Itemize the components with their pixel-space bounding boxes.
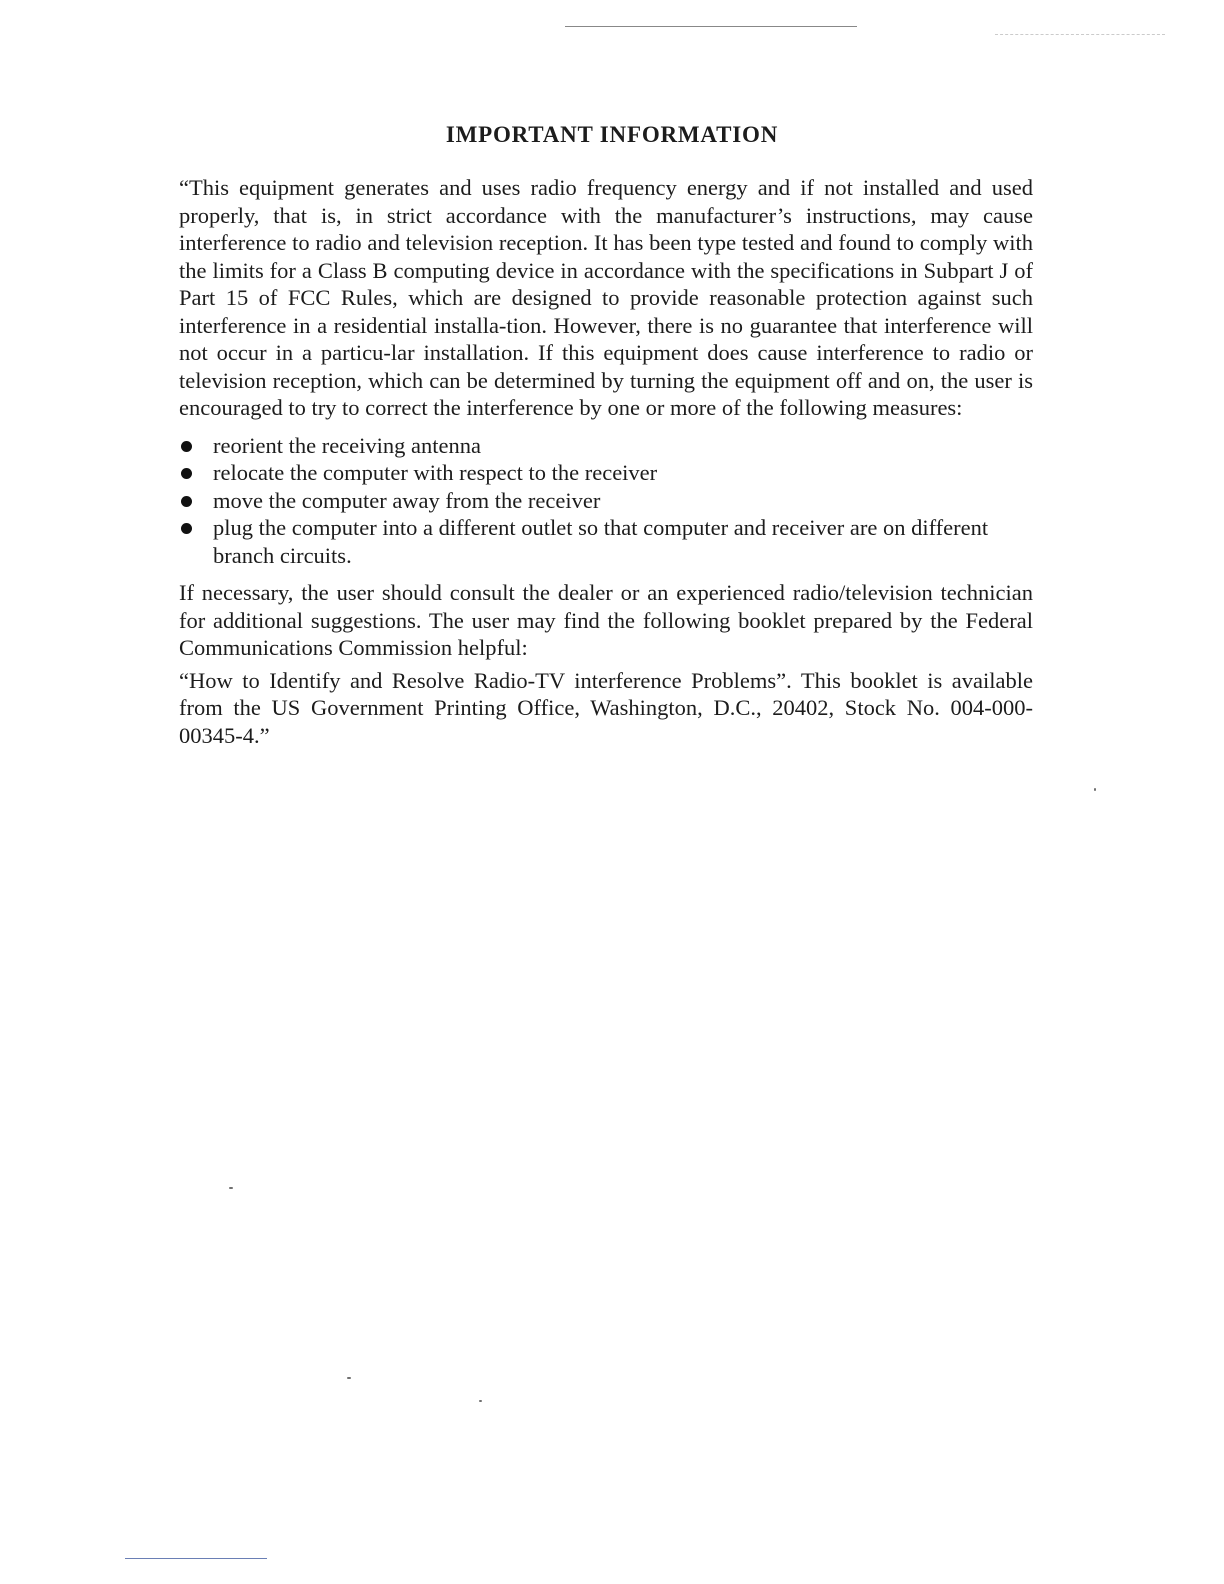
list-item-text: reorient the receiving antenna — [213, 432, 481, 458]
booklet-paragraph: “How to Identify and Resolve Radio-TV interference Problems”. This booklet is available from the US Government Printing Office, Washington, D.C., 20402, Stock No. 004-000-00345-4.” — [179, 667, 1033, 748]
scan-speck — [229, 1187, 233, 1189]
list-item — [179, 487, 1033, 515]
consult-paragraph: If necessary, the user should consult the dealer or an experienced radio/television technician for additional suggestions. The user may find the following booklet prepared by the Federal Communications Commission helpful: — [179, 580, 1033, 660]
measures-list — [179, 432, 1033, 570]
scan-artifact-line-bottom — [125, 1558, 267, 1559]
list-item — [179, 459, 1033, 487]
fcc-notice-paragraph: “This equipment generates and uses radio frequency energy and if not installed and used properly, that is, in strict accordance with the manufacturer’s instructions, may cause interference to radio and television reception. It has been type tested and found to comply with the limits for a Class B computing device in accordance with the specifications in Subpart J of Part 15 of FCC Rules, which are designed to provide reasonable protection against such interference in a residential installa-tion. However, there is no guarantee that interference will not occur in a particu-lar installation. If this equipment does cause interference to radio or television reception, which can be determined by turning the equipment off and on, the user is encouraged to try to correct the interference by one or more of the following measures: — [179, 175, 1033, 420]
bullet-icon — [181, 441, 192, 452]
scan-artifact-line-right — [995, 34, 1165, 35]
scan-speck — [347, 1377, 351, 1379]
bullet-icon — [181, 523, 192, 534]
list-item — [179, 514, 1033, 569]
scan-artifact-line-top — [565, 26, 857, 27]
list-item-text: plug the computer into a different outlet so that computer and receiver are on different branch circuits. — [213, 515, 989, 568]
list-item-text: relocate the computer with respect to the receiver — [213, 460, 658, 485]
list-item-text: move the computer away from the receiver — [213, 487, 601, 513]
bullet-icon — [181, 496, 192, 507]
bullet-icon — [181, 468, 192, 479]
page-title: IMPORTANT INFORMATION — [445, 122, 779, 147]
list-item — [179, 432, 1033, 460]
document-body — [179, 174, 1033, 749]
scan-speck — [1094, 788, 1096, 791]
scan-speck — [479, 1400, 482, 1402]
